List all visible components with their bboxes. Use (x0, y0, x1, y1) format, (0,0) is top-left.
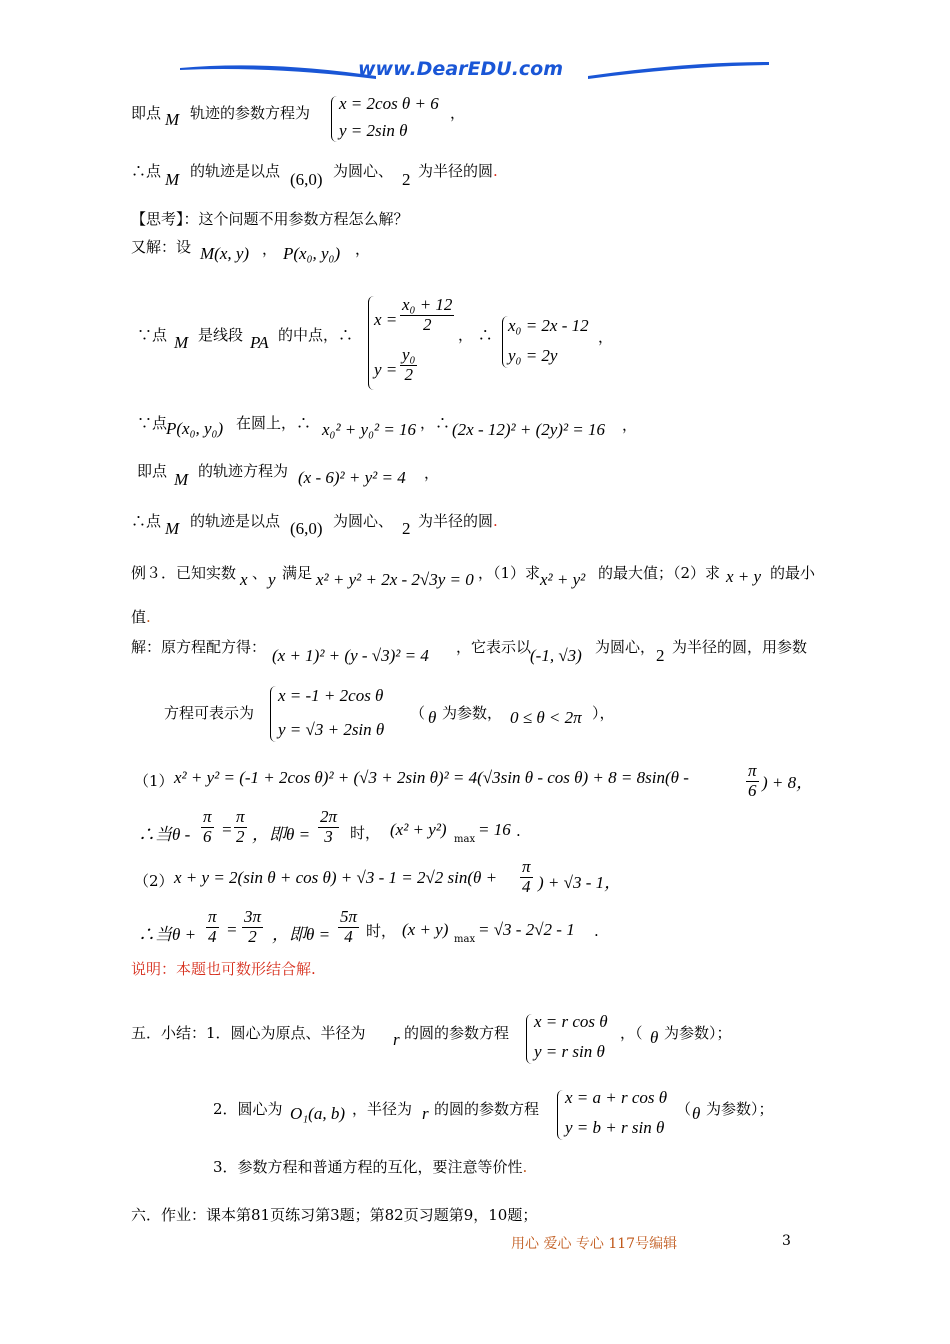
l2-var: M (165, 170, 180, 189)
tr-eq: (x - 6)² + y² = 4 (298, 468, 406, 487)
sol-r: 2 (656, 646, 665, 665)
ex3-d: 的最大值；（2）求 (598, 564, 721, 582)
homework: 六．作业：课本第81页练习第3题；第82页习题第9，10题； (131, 1206, 538, 1224)
par-theta: θ (428, 708, 437, 727)
note-dot: . (311, 960, 316, 978)
mid-eq2-den: 2 (404, 364, 413, 384)
p1-end: ) + 8， (762, 773, 814, 792)
tr-m: M (174, 470, 189, 489)
par-c: 为参数， (442, 704, 503, 722)
s5b-brace (557, 1090, 563, 1140)
p2b-expr: (x + y) (402, 920, 449, 939)
p1b-f3n: 2π (320, 807, 338, 826)
l1-end: ， (450, 104, 466, 122)
l3-a: ∴点 (131, 512, 162, 530)
p1b-a: ∴当θ - (138, 825, 191, 844)
mid-end: ， (598, 328, 614, 346)
alt-end: ， (355, 240, 371, 258)
s5-r: r (393, 1030, 400, 1049)
l2-b: 的轨迹是以点 (190, 162, 281, 180)
alt-sep: ， (262, 240, 278, 258)
l3-d-text: 为半径的圆 (418, 512, 494, 530)
ex3-eq: x² + y² + 2x - 2√3y = 0 (316, 570, 474, 589)
p2b-frac2 (242, 908, 263, 946)
p2b-f1d: 4 (208, 926, 217, 946)
p1b-frac3 (318, 808, 339, 846)
sol-a: 解：原方程配方得： (131, 638, 267, 656)
s5-eq2: y = r sin θ (534, 1042, 605, 1061)
l2-r: 2 (402, 170, 411, 189)
par-a: 方程可表示为 (164, 704, 255, 722)
ex3-y: y (268, 570, 276, 589)
p1-den: 6 (748, 780, 757, 800)
sol-b: ，它表示以 (456, 638, 532, 656)
mid-m: M (174, 333, 189, 352)
alt-a: 又解：设 (131, 238, 192, 256)
s5c (213, 1156, 527, 1177)
mid-a: ∵点 (137, 326, 168, 344)
par-eq1: x = -1 + 2cos θ (278, 686, 384, 705)
l3-b: 的轨迹是以点 (190, 512, 281, 530)
mid-eq2-l: y = (374, 360, 398, 379)
l1-brace (331, 96, 337, 142)
sol-d: 为半径的圆，用参数 (672, 638, 808, 656)
p2b-c: 时， (366, 922, 397, 940)
l3-var: M (165, 519, 180, 538)
alt-m: M(x, y) (200, 244, 250, 263)
s5b-e: 为参数）； (706, 1100, 774, 1118)
p2-frac (520, 858, 533, 896)
p1-frac (746, 762, 759, 800)
l2-a: ∴点 (131, 162, 162, 180)
ex3-c: ，（1）求 (478, 564, 541, 582)
mid-eq1-den: 2 (422, 314, 432, 334)
p2b-val: = √3 - 2√2 - 1 (478, 920, 575, 939)
on-eq2: (2x - 12)² + (2y)² = 16 (452, 420, 606, 439)
p2b-f3d: 4 (344, 926, 353, 946)
s5b-b: ，半径为 (352, 1100, 413, 1118)
p1-label: （1） (134, 772, 174, 790)
s5-eq1: x = r cos θ (534, 1012, 608, 1031)
ex3-q1: x² + y² (540, 570, 586, 589)
p2b-sub: max (454, 934, 476, 945)
header-site[interactable]: www.DearEDU.com (358, 58, 564, 80)
l1-eq1: x = 2cos θ + 6 (339, 94, 439, 113)
mid-eq2-frac (400, 346, 417, 384)
par-eq2: y = √3 + 2sin θ (278, 720, 385, 739)
ex3-e: 的最小 (770, 564, 816, 582)
s5-theta: θ (650, 1028, 659, 1047)
think-heading: 【思考】：这个问题不用参数方程怎么解？ (131, 210, 409, 228)
mid-pa: PA (250, 333, 269, 352)
p1b-expr: (x² + y²) (390, 820, 447, 839)
p1b-f3d: 3 (324, 826, 333, 846)
par-brace (270, 686, 276, 742)
l2-d-text: 为半径的圆 (418, 162, 494, 180)
p1b-f1n: π (203, 807, 212, 826)
header-swoosh-right (586, 56, 771, 86)
p1b-c: 时， (350, 824, 381, 842)
p2b-f3n: 5π (340, 907, 358, 926)
tr-a: 即点 (137, 462, 168, 480)
p1b-sub: max (454, 834, 476, 845)
p1b-frac2 (234, 808, 247, 846)
p1b-dot: . (516, 822, 521, 840)
l3-c: 为圆心、 (333, 512, 394, 530)
p1b-f2n: π (236, 807, 245, 826)
header-banner (178, 56, 772, 86)
ex3-b: 满足 (282, 564, 313, 582)
on-c: ，∴ (420, 414, 451, 432)
l1-text: 即点 (131, 104, 162, 122)
s5b-o: O₁(a, b) (290, 1104, 346, 1123)
sol-ctr: (-1, √3) (530, 646, 582, 665)
ex3-x: x (240, 570, 248, 589)
p2b-dot: . (594, 922, 599, 940)
s5b-d: （ (676, 1100, 692, 1118)
p2b-frac1 (206, 908, 219, 946)
p1b-f2d: 2 (236, 826, 245, 846)
sol-eq: (x + 1)² + (y - √3)² = 4 (272, 646, 429, 665)
note (131, 958, 316, 979)
ex3-q2: x + y (726, 567, 762, 586)
mid-eq1-frac (400, 296, 454, 334)
on-a: ∵点 (137, 414, 168, 432)
p2-eq: x + y = 2(sin θ + cos θ) + √3 - 1 = 2√2 sin(θ + (174, 868, 498, 887)
mid-eq1-num: x₀ + 12 (402, 295, 453, 314)
s5-d: 为参数）； (664, 1024, 732, 1042)
l2-pt: (6,0) (290, 170, 323, 189)
ex3-sep: 、 (252, 564, 268, 582)
mid-eq2-num: y₀ (402, 345, 416, 364)
par-range: 0 ≤ θ < 2π (510, 708, 582, 727)
tr-b: 的轨迹方程为 (198, 462, 289, 480)
par-d: ）， (592, 704, 615, 722)
p2b-f1n: π (208, 907, 217, 926)
note-text: 说明：本题也可数形结合解 (131, 960, 312, 978)
header-swoosh-left (178, 56, 378, 86)
l3-pt: (6,0) (290, 519, 323, 538)
l3-dot: . (493, 512, 498, 530)
mid-eq1-l: x = (374, 310, 398, 329)
p2-label: （2） (134, 872, 174, 890)
ex3-f (131, 606, 151, 627)
p2b-f2n: 3π (244, 907, 262, 926)
p2b-a: ∴当θ + (138, 925, 197, 944)
p1-num: π (748, 761, 757, 780)
s5b-theta: θ (692, 1104, 701, 1123)
p1b-frac1 (201, 808, 214, 846)
on-eq1: x₀² + y₀² = 16 (322, 420, 417, 439)
l1-eq2: y = 2sin θ (339, 121, 408, 140)
par-b: （ (410, 704, 426, 722)
p2b-b: ，即θ = (272, 925, 331, 944)
p2-den: 4 (522, 876, 531, 896)
p1b-eq: = (221, 820, 233, 839)
s5c-text: 3．参数方程和普通方程的互化，要注意等价性 (213, 1158, 523, 1176)
mid-c: 的中点，∴ (278, 326, 354, 344)
on-b: 在圆上，∴ (236, 414, 312, 432)
s5b-c: 的圆的参数方程 (434, 1100, 540, 1118)
on-end: ， (622, 416, 638, 434)
mid-s1: x₀ = 2x - 12 (508, 316, 589, 335)
l3-d (418, 510, 498, 531)
s5c-dot: . (522, 1158, 528, 1176)
footer-page-number: 3 (782, 1233, 791, 1249)
ex3-dot: . (146, 608, 151, 626)
s5b-a: 2．圆心为 (213, 1100, 283, 1118)
sol-c: 为圆心， (595, 638, 656, 656)
p2b-f2d: 2 (248, 926, 257, 946)
mid-b: 是线段 (198, 326, 244, 344)
tr-end: ， (424, 464, 440, 482)
s5-b: 的圆的参数方程 (404, 1024, 510, 1042)
s5-c: ，（ (620, 1024, 643, 1042)
l1-var: M (165, 110, 180, 129)
s5b-r: r (422, 1104, 429, 1123)
l1-text2: 轨迹的参数方程为 (190, 104, 311, 122)
l2-c: 为圆心、 (333, 162, 394, 180)
ex3-f-text: 值 (131, 608, 147, 626)
p2b-eq: = (226, 920, 238, 939)
p1b-b: ，即θ = (252, 825, 311, 844)
mid-s2: y₀ = 2y (508, 346, 558, 365)
footer-credit: 用心 爱心 专心 117号编辑 (511, 1236, 678, 1252)
l3-r: 2 (402, 519, 411, 538)
mid-d: ， ∴ (458, 326, 493, 344)
p2-end: ) + √3 - 1， (538, 873, 622, 892)
alt-p: P(x₀, y₀) (283, 244, 341, 263)
s5-a: 五．小结：1．圆心为原点、半径为 (131, 1024, 366, 1042)
s5b-eq2: y = b + r sin θ (565, 1118, 665, 1137)
l2-dot: . (493, 162, 498, 180)
p2b-frac3 (338, 908, 359, 946)
s5b-eq1: x = a + r cos θ (565, 1088, 668, 1107)
p1b-val: = 16 (478, 820, 511, 839)
l2-d (418, 160, 498, 181)
p1-eq: x² + y² = (-1 + 2cos θ)² + (√3 + 2sin θ)² = 4(√3sin θ - cos θ) + 8 = 8sin(θ - (174, 768, 689, 787)
p1b-f1d: 6 (203, 826, 212, 846)
on-p: P(x₀, y₀) (166, 419, 224, 438)
s5-brace (526, 1014, 532, 1064)
p2-num: π (522, 857, 531, 876)
ex3-a: 例３．已知实数 (131, 564, 237, 582)
